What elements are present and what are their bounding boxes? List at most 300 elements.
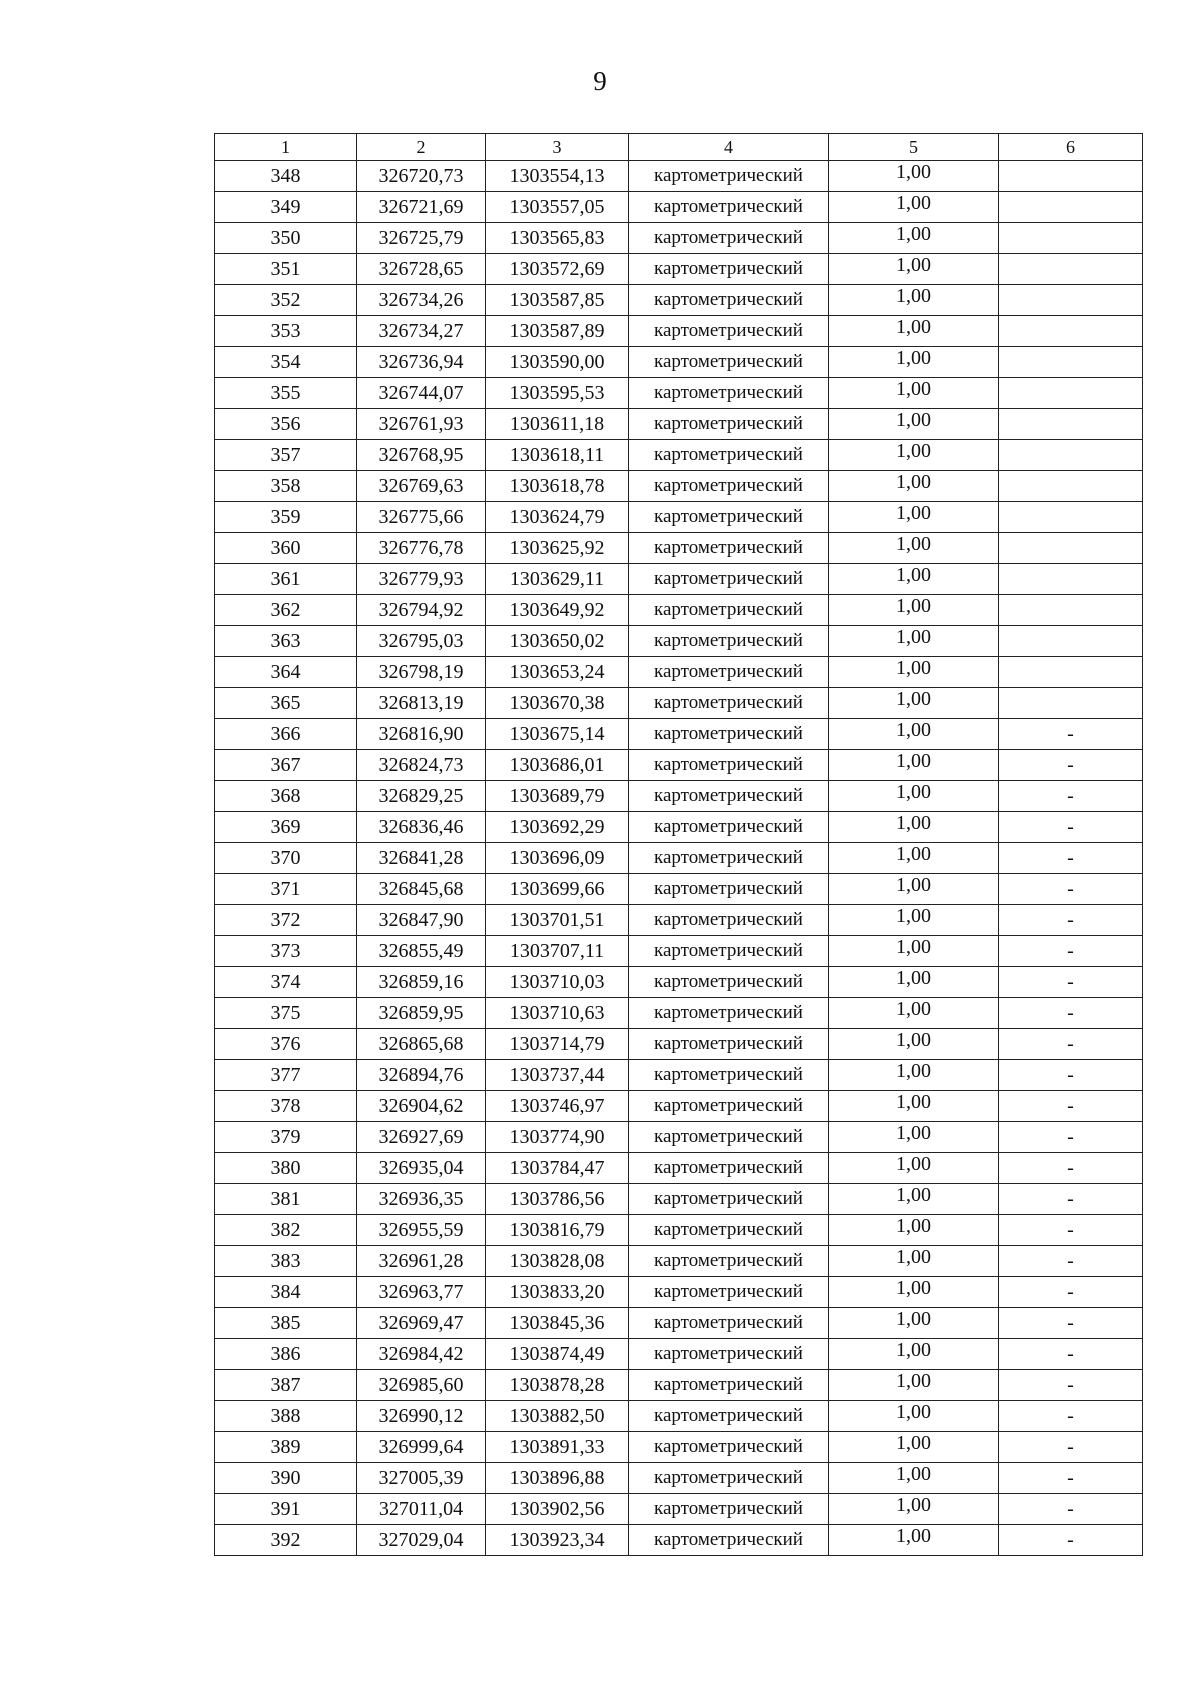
point-number-cell: 348: [215, 161, 357, 192]
method-cell: картометрический: [629, 1246, 829, 1277]
method-cell: картометрический: [629, 223, 829, 254]
table-row: [215, 471, 1143, 502]
point-number-cell: 376: [215, 1029, 357, 1060]
header-cell: 5: [829, 134, 999, 161]
table-row: [215, 967, 1143, 998]
method-cell: картометрический: [629, 1432, 829, 1463]
note-cell: [999, 161, 1143, 192]
method-cell: картометрический: [629, 502, 829, 533]
method-cell: картометрический: [629, 1401, 829, 1432]
table-row: [215, 1525, 1143, 1556]
x-coordinate-cell: 326904,62: [357, 1091, 486, 1122]
y-coordinate-cell: 1303629,11: [486, 564, 629, 595]
x-coordinate-cell: 326720,73: [357, 161, 486, 192]
x-coordinate-cell: 326779,93: [357, 564, 486, 595]
note-cell: -: [999, 1153, 1143, 1184]
method-cell: картометрический: [629, 719, 829, 750]
note-cell: [999, 285, 1143, 316]
x-coordinate-cell: 326744,07: [357, 378, 486, 409]
y-coordinate-cell: 1303816,79: [486, 1215, 629, 1246]
x-coordinate-cell: 326725,79: [357, 223, 486, 254]
method-cell: картометрический: [629, 595, 829, 626]
y-coordinate-cell: 1303675,14: [486, 719, 629, 750]
method-cell: картометрический: [629, 812, 829, 843]
y-coordinate-cell: 1303878,28: [486, 1370, 629, 1401]
accuracy-cell: 1,00: [829, 1215, 999, 1246]
method-cell: картометрический: [629, 936, 829, 967]
y-coordinate-cell: 1303891,33: [486, 1432, 629, 1463]
accuracy-cell: 1,00: [829, 471, 999, 502]
accuracy-cell: 1,00: [829, 1525, 999, 1556]
accuracy-cell: 1,00: [829, 1246, 999, 1277]
x-coordinate-cell: 326734,27: [357, 316, 486, 347]
accuracy-cell: 1,00: [829, 533, 999, 564]
accuracy-cell: 1,00: [829, 781, 999, 812]
x-coordinate-cell: 327011,04: [357, 1494, 486, 1525]
note-cell: -: [999, 1370, 1143, 1401]
note-cell: -: [999, 967, 1143, 998]
table-row: [215, 1401, 1143, 1432]
note-cell: [999, 223, 1143, 254]
x-coordinate-cell: 326985,60: [357, 1370, 486, 1401]
method-cell: картометрический: [629, 1122, 829, 1153]
y-coordinate-cell: 1303786,56: [486, 1184, 629, 1215]
accuracy-cell: 1,00: [829, 409, 999, 440]
point-number-cell: 382: [215, 1215, 357, 1246]
y-coordinate-cell: 1303689,79: [486, 781, 629, 812]
x-coordinate-cell: 326836,46: [357, 812, 486, 843]
note-cell: -: [999, 1432, 1143, 1463]
note-cell: -: [999, 1246, 1143, 1277]
x-coordinate-cell: 326798,19: [357, 657, 486, 688]
y-coordinate-cell: 1303557,05: [486, 192, 629, 223]
method-cell: картометрический: [629, 440, 829, 471]
table-row: [215, 1370, 1143, 1401]
y-coordinate-cell: 1303774,90: [486, 1122, 629, 1153]
y-coordinate-cell: 1303710,63: [486, 998, 629, 1029]
x-coordinate-cell: 326721,69: [357, 192, 486, 223]
accuracy-cell: 1,00: [829, 998, 999, 1029]
y-coordinate-cell: 1303923,34: [486, 1525, 629, 1556]
accuracy-cell: 1,00: [829, 1029, 999, 1060]
point-number-cell: 377: [215, 1060, 357, 1091]
x-coordinate-cell: 326984,42: [357, 1339, 486, 1370]
note-cell: -: [999, 781, 1143, 812]
accuracy-cell: 1,00: [829, 440, 999, 471]
accuracy-cell: 1,00: [829, 595, 999, 626]
accuracy-cell: 1,00: [829, 223, 999, 254]
y-coordinate-cell: 1303737,44: [486, 1060, 629, 1091]
y-coordinate-cell: 1303649,92: [486, 595, 629, 626]
accuracy-cell: 1,00: [829, 1060, 999, 1091]
x-coordinate-cell: 326761,93: [357, 409, 486, 440]
note-cell: -: [999, 1525, 1143, 1556]
x-coordinate-cell: 326999,64: [357, 1432, 486, 1463]
y-coordinate-cell: 1303699,66: [486, 874, 629, 905]
x-coordinate-cell: 326955,59: [357, 1215, 486, 1246]
x-coordinate-cell: 327005,39: [357, 1463, 486, 1494]
accuracy-cell: 1,00: [829, 564, 999, 595]
method-cell: картометрический: [629, 254, 829, 285]
accuracy-cell: 1,00: [829, 905, 999, 936]
header-cell: 1: [215, 134, 357, 161]
point-number-cell: 353: [215, 316, 357, 347]
method-cell: картометрический: [629, 750, 829, 781]
header-cell: 4: [629, 134, 829, 161]
note-cell: -: [999, 874, 1143, 905]
method-cell: картометрический: [629, 1339, 829, 1370]
method-cell: картометрический: [629, 564, 829, 595]
table-row: [215, 440, 1143, 471]
x-coordinate-cell: 326961,28: [357, 1246, 486, 1277]
point-number-cell: 355: [215, 378, 357, 409]
table-row: [215, 502, 1143, 533]
point-number-cell: 385: [215, 1308, 357, 1339]
note-cell: [999, 688, 1143, 719]
note-cell: [999, 626, 1143, 657]
x-coordinate-cell: 326855,49: [357, 936, 486, 967]
accuracy-cell: 1,00: [829, 843, 999, 874]
method-cell: картометрический: [629, 316, 829, 347]
y-coordinate-cell: 1303746,97: [486, 1091, 629, 1122]
point-number-cell: 356: [215, 409, 357, 440]
y-coordinate-cell: 1303692,29: [486, 812, 629, 843]
note-cell: [999, 564, 1143, 595]
accuracy-cell: 1,00: [829, 657, 999, 688]
method-cell: картометрический: [629, 874, 829, 905]
accuracy-cell: 1,00: [829, 1339, 999, 1370]
accuracy-cell: 1,00: [829, 874, 999, 905]
note-cell: -: [999, 1339, 1143, 1370]
x-coordinate-cell: 326736,94: [357, 347, 486, 378]
y-coordinate-cell: 1303650,02: [486, 626, 629, 657]
method-cell: картометрический: [629, 1184, 829, 1215]
coordinates-table: [214, 133, 1143, 1556]
point-number-cell: 365: [215, 688, 357, 719]
y-coordinate-cell: 1303590,00: [486, 347, 629, 378]
point-number-cell: 367: [215, 750, 357, 781]
accuracy-cell: 1,00: [829, 936, 999, 967]
point-number-cell: 360: [215, 533, 357, 564]
table-row: [215, 874, 1143, 905]
x-coordinate-cell: 326776,78: [357, 533, 486, 564]
point-number-cell: 384: [215, 1277, 357, 1308]
accuracy-cell: 1,00: [829, 1153, 999, 1184]
x-coordinate-cell: 326969,47: [357, 1308, 486, 1339]
y-coordinate-cell: 1303845,36: [486, 1308, 629, 1339]
accuracy-cell: 1,00: [829, 1308, 999, 1339]
table-row: [215, 781, 1143, 812]
table-row: [215, 1184, 1143, 1215]
note-cell: [999, 316, 1143, 347]
method-cell: картометрический: [629, 626, 829, 657]
table-row: [215, 1494, 1143, 1525]
accuracy-cell: 1,00: [829, 688, 999, 719]
point-number-cell: 383: [215, 1246, 357, 1277]
x-coordinate-cell: 326841,28: [357, 843, 486, 874]
method-cell: картометрический: [629, 657, 829, 688]
table-row: [215, 1277, 1143, 1308]
point-number-cell: 379: [215, 1122, 357, 1153]
point-number-cell: 387: [215, 1370, 357, 1401]
accuracy-cell: 1,00: [829, 719, 999, 750]
point-number-cell: 363: [215, 626, 357, 657]
accuracy-cell: 1,00: [829, 285, 999, 316]
method-cell: картометрический: [629, 1370, 829, 1401]
method-cell: картометрический: [629, 1215, 829, 1246]
note-cell: -: [999, 843, 1143, 874]
note-cell: [999, 471, 1143, 502]
point-number-cell: 380: [215, 1153, 357, 1184]
accuracy-cell: 1,00: [829, 967, 999, 998]
point-number-cell: 354: [215, 347, 357, 378]
point-number-cell: 392: [215, 1525, 357, 1556]
y-coordinate-cell: 1303701,51: [486, 905, 629, 936]
method-cell: картометрический: [629, 1029, 829, 1060]
method-cell: картометрический: [629, 1277, 829, 1308]
method-cell: картометрический: [629, 1494, 829, 1525]
y-coordinate-cell: 1303554,13: [486, 161, 629, 192]
note-cell: [999, 378, 1143, 409]
point-number-cell: 350: [215, 223, 357, 254]
note-cell: -: [999, 719, 1143, 750]
note-cell: -: [999, 750, 1143, 781]
point-number-cell: 381: [215, 1184, 357, 1215]
coordinates-table-body: [215, 134, 1143, 1556]
y-coordinate-cell: 1303618,11: [486, 440, 629, 471]
y-coordinate-cell: 1303587,85: [486, 285, 629, 316]
note-cell: -: [999, 812, 1143, 843]
table-row: [215, 812, 1143, 843]
point-number-cell: 388: [215, 1401, 357, 1432]
note-cell: -: [999, 1277, 1143, 1308]
point-number-cell: 372: [215, 905, 357, 936]
table-row: [215, 285, 1143, 316]
accuracy-cell: 1,00: [829, 1401, 999, 1432]
point-number-cell: 352: [215, 285, 357, 316]
point-number-cell: 359: [215, 502, 357, 533]
point-number-cell: 389: [215, 1432, 357, 1463]
y-coordinate-cell: 1303896,88: [486, 1463, 629, 1494]
table-row: [215, 719, 1143, 750]
method-cell: картометрический: [629, 781, 829, 812]
table-row: [215, 905, 1143, 936]
y-coordinate-cell: 1303686,01: [486, 750, 629, 781]
note-cell: -: [999, 1122, 1143, 1153]
point-number-cell: 375: [215, 998, 357, 1029]
y-coordinate-cell: 1303618,78: [486, 471, 629, 502]
x-coordinate-cell: 326865,68: [357, 1029, 486, 1060]
x-coordinate-cell: 326795,03: [357, 626, 486, 657]
table-row: [215, 1463, 1143, 1494]
y-coordinate-cell: 1303587,89: [486, 316, 629, 347]
point-number-cell: 390: [215, 1463, 357, 1494]
table-row: [215, 409, 1143, 440]
accuracy-cell: 1,00: [829, 192, 999, 223]
note-cell: -: [999, 1029, 1143, 1060]
x-coordinate-cell: 326894,76: [357, 1060, 486, 1091]
table-row: [215, 254, 1143, 285]
x-coordinate-cell: 326845,68: [357, 874, 486, 905]
table-row: [215, 843, 1143, 874]
y-coordinate-cell: 1303565,83: [486, 223, 629, 254]
accuracy-cell: 1,00: [829, 1091, 999, 1122]
method-cell: картометрический: [629, 161, 829, 192]
y-coordinate-cell: 1303707,11: [486, 936, 629, 967]
note-cell: -: [999, 998, 1143, 1029]
point-number-cell: 370: [215, 843, 357, 874]
accuracy-cell: 1,00: [829, 1370, 999, 1401]
accuracy-cell: 1,00: [829, 1463, 999, 1494]
method-cell: картометрический: [629, 471, 829, 502]
note-cell: -: [999, 1308, 1143, 1339]
table-row: [215, 347, 1143, 378]
table-row: [215, 564, 1143, 595]
accuracy-cell: 1,00: [829, 812, 999, 843]
y-coordinate-cell: 1303874,49: [486, 1339, 629, 1370]
header-cell: 6: [999, 134, 1143, 161]
x-coordinate-cell: 326990,12: [357, 1401, 486, 1432]
x-coordinate-cell: 326768,95: [357, 440, 486, 471]
method-cell: картометрический: [629, 905, 829, 936]
point-number-cell: 351: [215, 254, 357, 285]
point-number-cell: 371: [215, 874, 357, 905]
point-number-cell: 368: [215, 781, 357, 812]
x-coordinate-cell: 326794,92: [357, 595, 486, 626]
note-cell: [999, 347, 1143, 378]
accuracy-cell: 1,00: [829, 626, 999, 657]
method-cell: картометрический: [629, 1060, 829, 1091]
table-row: [215, 316, 1143, 347]
x-coordinate-cell: 326813,19: [357, 688, 486, 719]
x-coordinate-cell: 326816,90: [357, 719, 486, 750]
note-cell: [999, 657, 1143, 688]
note-cell: -: [999, 1215, 1143, 1246]
method-cell: картометрический: [629, 1463, 829, 1494]
note-cell: [999, 533, 1143, 564]
x-coordinate-cell: 327029,04: [357, 1525, 486, 1556]
note-cell: [999, 409, 1143, 440]
y-coordinate-cell: 1303625,92: [486, 533, 629, 564]
note-cell: -: [999, 905, 1143, 936]
table-row: [215, 533, 1143, 564]
x-coordinate-cell: 326824,73: [357, 750, 486, 781]
x-coordinate-cell: 326963,77: [357, 1277, 486, 1308]
point-number-cell: 361: [215, 564, 357, 595]
header-cell: 2: [357, 134, 486, 161]
note-cell: -: [999, 1401, 1143, 1432]
note-cell: [999, 595, 1143, 626]
accuracy-cell: 1,00: [829, 254, 999, 285]
table-row: [215, 1215, 1143, 1246]
y-coordinate-cell: 1303595,53: [486, 378, 629, 409]
table-row: [215, 1339, 1143, 1370]
table-row: [215, 1308, 1143, 1339]
note-cell: [999, 192, 1143, 223]
table-header-row: [215, 134, 1143, 161]
table-row: [215, 1246, 1143, 1277]
method-cell: картометрический: [629, 1153, 829, 1184]
point-number-cell: 378: [215, 1091, 357, 1122]
x-coordinate-cell: 326728,65: [357, 254, 486, 285]
method-cell: картометрический: [629, 967, 829, 998]
x-coordinate-cell: 326935,04: [357, 1153, 486, 1184]
accuracy-cell: 1,00: [829, 1494, 999, 1525]
accuracy-cell: 1,00: [829, 502, 999, 533]
y-coordinate-cell: 1303670,38: [486, 688, 629, 719]
accuracy-cell: 1,00: [829, 1184, 999, 1215]
table-row: [215, 657, 1143, 688]
point-number-cell: 358: [215, 471, 357, 502]
method-cell: картометрический: [629, 347, 829, 378]
method-cell: картометрический: [629, 1308, 829, 1339]
point-number-cell: 373: [215, 936, 357, 967]
table-row: [215, 1432, 1143, 1463]
accuracy-cell: 1,00: [829, 1277, 999, 1308]
point-number-cell: 362: [215, 595, 357, 626]
x-coordinate-cell: 326847,90: [357, 905, 486, 936]
table-row: [215, 626, 1143, 657]
accuracy-cell: 1,00: [829, 316, 999, 347]
y-coordinate-cell: 1303714,79: [486, 1029, 629, 1060]
point-number-cell: 386: [215, 1339, 357, 1370]
method-cell: картометрический: [629, 409, 829, 440]
note-cell: -: [999, 1184, 1143, 1215]
y-coordinate-cell: 1303784,47: [486, 1153, 629, 1184]
note-cell: -: [999, 936, 1143, 967]
note-cell: -: [999, 1060, 1143, 1091]
table-row: [215, 223, 1143, 254]
table-row: [215, 1153, 1143, 1184]
method-cell: картометрический: [629, 998, 829, 1029]
x-coordinate-cell: 326936,35: [357, 1184, 486, 1215]
accuracy-cell: 1,00: [829, 1122, 999, 1153]
accuracy-cell: 1,00: [829, 161, 999, 192]
note-cell: [999, 254, 1143, 285]
x-coordinate-cell: 326769,63: [357, 471, 486, 502]
accuracy-cell: 1,00: [829, 750, 999, 781]
point-number-cell: 391: [215, 1494, 357, 1525]
table-row: [215, 192, 1143, 223]
table-row: [215, 1060, 1143, 1091]
table-row: [215, 1029, 1143, 1060]
point-number-cell: 349: [215, 192, 357, 223]
method-cell: картометрический: [629, 192, 829, 223]
point-number-cell: 369: [215, 812, 357, 843]
y-coordinate-cell: 1303828,08: [486, 1246, 629, 1277]
page-number: 9: [593, 66, 607, 96]
header-cell: 3: [486, 134, 629, 161]
accuracy-cell: 1,00: [829, 1432, 999, 1463]
table-row: [215, 998, 1143, 1029]
y-coordinate-cell: 1303710,03: [486, 967, 629, 998]
accuracy-cell: 1,00: [829, 378, 999, 409]
note-cell: -: [999, 1091, 1143, 1122]
x-coordinate-cell: 326829,25: [357, 781, 486, 812]
y-coordinate-cell: 1303902,56: [486, 1494, 629, 1525]
method-cell: картометрический: [629, 688, 829, 719]
y-coordinate-cell: 1303696,09: [486, 843, 629, 874]
y-coordinate-cell: 1303611,18: [486, 409, 629, 440]
point-number-cell: 357: [215, 440, 357, 471]
table-row: [215, 161, 1143, 192]
y-coordinate-cell: 1303572,69: [486, 254, 629, 285]
method-cell: картометрический: [629, 843, 829, 874]
note-cell: [999, 440, 1143, 471]
table-row: [215, 750, 1143, 781]
point-number-cell: 366: [215, 719, 357, 750]
note-cell: -: [999, 1494, 1143, 1525]
